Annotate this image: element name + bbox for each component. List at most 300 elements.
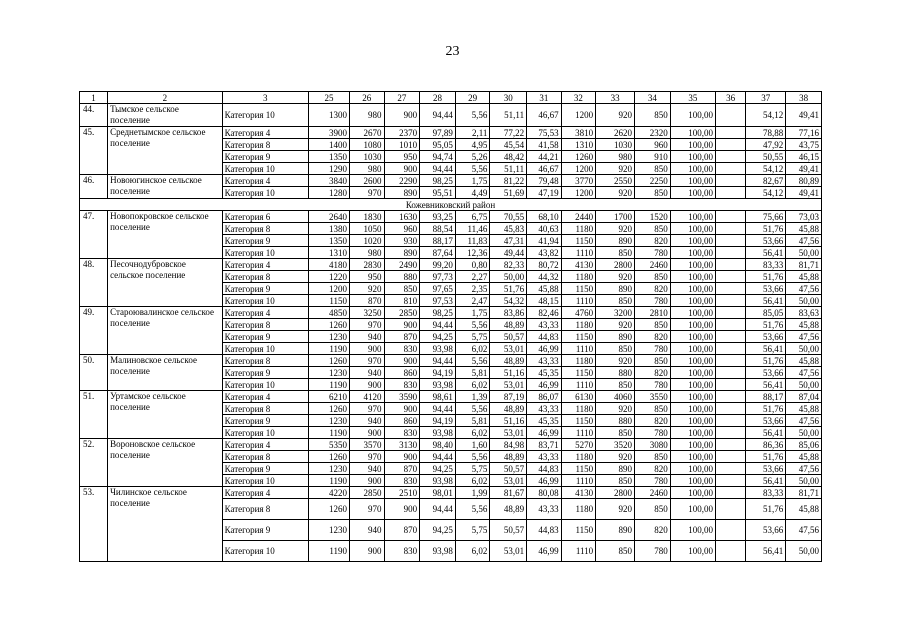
value-cell: 87,64 (420, 247, 456, 259)
value-cell: 5,81 (455, 367, 490, 379)
value-cell (716, 295, 746, 307)
settlement-name: Тымское сельское поселение (108, 104, 222, 127)
value-cell: 5,56 (455, 451, 490, 463)
value-cell: 44,83 (527, 331, 562, 343)
value-cell (716, 259, 746, 271)
value-cell: 98,25 (420, 175, 456, 187)
value-cell: 45,88 (786, 403, 822, 415)
value-cell: 49,41 (786, 163, 822, 175)
value-cell: 1080 (349, 139, 384, 151)
value-cell: 100,00 (670, 175, 715, 187)
value-cell: 950 (349, 271, 384, 283)
value-cell: 46,99 (527, 475, 562, 487)
category-cell: Категория 8 (222, 451, 308, 463)
value-cell: 53,01 (490, 343, 527, 355)
value-cell: 100,00 (670, 319, 715, 331)
value-cell: 1180 (561, 319, 596, 331)
value-cell: 2320 (635, 127, 671, 139)
value-cell: 86,07 (527, 391, 562, 403)
column-header: 37 (746, 92, 786, 104)
column-header: 25 (308, 92, 349, 104)
value-cell: 11,46 (455, 223, 490, 235)
value-cell: 50,00 (490, 271, 527, 283)
value-cell: 82,67 (746, 175, 786, 187)
category-cell: Категория 10 (222, 163, 308, 175)
value-cell: 1,75 (455, 307, 490, 319)
value-cell: 94,44 (420, 355, 456, 367)
value-cell: 1,75 (455, 175, 490, 187)
value-cell: 920 (596, 355, 635, 367)
value-cell: 2,11 (455, 127, 490, 139)
value-cell: 3080 (635, 439, 671, 451)
value-cell: 850 (635, 319, 671, 331)
value-cell: 53,66 (746, 463, 786, 475)
value-cell: 820 (635, 331, 671, 343)
value-cell: 46,99 (527, 379, 562, 391)
settlement-number: 46. (80, 175, 108, 199)
value-cell: 920 (596, 187, 635, 199)
value-cell: 5,56 (455, 499, 490, 520)
value-cell: 50,55 (746, 151, 786, 163)
value-cell: 100,00 (670, 331, 715, 343)
value-cell: 46,15 (786, 151, 822, 163)
value-cell: 1150 (561, 415, 596, 427)
value-cell: 5,75 (455, 520, 490, 541)
value-cell: 1110 (561, 379, 596, 391)
value-cell: 43,33 (527, 355, 562, 367)
value-cell: 860 (384, 415, 420, 427)
value-cell: 100,00 (670, 439, 715, 451)
value-cell: 94,74 (420, 151, 456, 163)
value-cell: 850 (384, 283, 420, 295)
value-cell: 100,00 (670, 127, 715, 139)
value-cell: 48,89 (490, 355, 527, 367)
value-cell: 830 (384, 379, 420, 391)
value-cell: 820 (635, 463, 671, 475)
settlement-name: Среднетымское сельское поселение (108, 127, 222, 175)
value-cell: 100,00 (670, 403, 715, 415)
value-cell: 4120 (349, 391, 384, 403)
value-cell: 6210 (308, 391, 349, 403)
value-cell: 100,00 (670, 283, 715, 295)
category-cell: Категория 10 (222, 247, 308, 259)
column-header: 28 (420, 92, 456, 104)
value-cell: 73,03 (786, 211, 822, 223)
column-header: 30 (490, 92, 527, 104)
table-row (80, 439, 822, 451)
value-cell: 6,02 (455, 541, 490, 562)
value-cell: 850 (635, 271, 671, 283)
value-cell: 1050 (349, 223, 384, 235)
category-cell: Категория 8 (222, 271, 308, 283)
value-cell: 97,53 (420, 295, 456, 307)
value-cell: 2620 (596, 127, 635, 139)
value-cell: 51,11 (490, 163, 527, 175)
value-cell (716, 475, 746, 487)
value-cell: 100,00 (670, 223, 715, 235)
value-cell: 41,58 (527, 139, 562, 151)
value-cell: 94,19 (420, 367, 456, 379)
value-cell: 11,83 (455, 235, 490, 247)
value-cell: 43,75 (786, 139, 822, 151)
value-cell: 870 (349, 295, 384, 307)
value-cell: 1520 (635, 211, 671, 223)
value-cell: 1190 (308, 343, 349, 355)
table-row (80, 211, 822, 223)
value-cell: 850 (635, 223, 671, 235)
value-cell: 3520 (596, 439, 635, 451)
value-cell: 5,56 (455, 104, 490, 127)
value-cell: 84,98 (490, 439, 527, 451)
table-row (80, 355, 822, 367)
category-cell: Категория 10 (222, 104, 308, 127)
value-cell: 2800 (596, 259, 635, 271)
value-cell: 45,35 (527, 367, 562, 379)
value-cell (716, 104, 746, 127)
value-cell (716, 343, 746, 355)
value-cell: 97,89 (420, 127, 456, 139)
value-cell: 5,56 (455, 319, 490, 331)
settlement-name: Новоюгинское сельское поселение (108, 175, 222, 199)
value-cell: 100,00 (670, 139, 715, 151)
value-cell: 95,51 (420, 187, 456, 199)
value-cell: 80,08 (527, 487, 562, 499)
value-cell: 88,17 (746, 391, 786, 403)
value-cell: 47,56 (786, 331, 822, 343)
value-cell: 5,81 (455, 415, 490, 427)
value-cell: 980 (596, 151, 635, 163)
category-cell: Категория 10 (222, 475, 308, 487)
value-cell: 2250 (635, 175, 671, 187)
value-cell: 1190 (308, 475, 349, 487)
column-header: 29 (455, 92, 490, 104)
column-header: 32 (561, 92, 596, 104)
value-cell: 51,76 (746, 403, 786, 415)
value-cell: 2510 (384, 487, 420, 499)
value-cell: 45,88 (786, 319, 822, 331)
value-cell: 48,89 (490, 451, 527, 463)
district-name: Кожевниковский район (80, 199, 822, 211)
settlement-number: 47. (80, 211, 108, 259)
value-cell: 44,21 (527, 151, 562, 163)
value-cell: 81,67 (490, 487, 527, 499)
value-cell: 2640 (308, 211, 349, 223)
value-cell: 4130 (561, 259, 596, 271)
value-cell (716, 355, 746, 367)
value-cell: 100,00 (670, 151, 715, 163)
value-cell: 940 (349, 415, 384, 427)
value-cell: 46,99 (527, 541, 562, 562)
value-cell: 820 (635, 283, 671, 295)
value-cell: 100,00 (670, 499, 715, 520)
value-cell: 56,41 (746, 427, 786, 439)
value-cell: 870 (384, 331, 420, 343)
category-cell: Категория 9 (222, 415, 308, 427)
category-cell: Категория 4 (222, 439, 308, 451)
value-cell: 1180 (561, 451, 596, 463)
value-cell: 98,61 (420, 391, 456, 403)
value-cell: 2440 (561, 211, 596, 223)
value-cell: 900 (384, 319, 420, 331)
value-cell: 81,71 (786, 487, 822, 499)
value-cell: 48,15 (527, 295, 562, 307)
value-cell: 47,92 (746, 139, 786, 151)
value-cell: 50,00 (786, 343, 822, 355)
category-cell: Категория 9 (222, 235, 308, 247)
value-cell: 890 (596, 331, 635, 343)
value-cell: 1830 (349, 211, 384, 223)
value-cell: 5,56 (455, 355, 490, 367)
value-cell: 820 (635, 415, 671, 427)
category-cell: Категория 9 (222, 331, 308, 343)
value-cell: 51,76 (746, 451, 786, 463)
value-cell: 960 (384, 223, 420, 235)
value-cell: 53,66 (746, 235, 786, 247)
value-cell: 86,36 (746, 439, 786, 451)
value-cell: 56,41 (746, 295, 786, 307)
value-cell: 2290 (384, 175, 420, 187)
value-cell: 94,19 (420, 415, 456, 427)
value-cell: 920 (349, 283, 384, 295)
value-cell: 3810 (561, 127, 596, 139)
value-cell: 93,25 (420, 211, 456, 223)
value-cell: 900 (384, 403, 420, 415)
settlement-number: 44. (80, 104, 108, 127)
value-cell: 51,69 (490, 187, 527, 199)
column-header: 2 (108, 92, 222, 104)
category-cell: Категория 9 (222, 367, 308, 379)
value-cell: 1700 (596, 211, 635, 223)
value-cell: 890 (384, 247, 420, 259)
value-cell: 93,98 (420, 343, 456, 355)
category-cell: Категория 9 (222, 151, 308, 163)
value-cell: 850 (596, 343, 635, 355)
category-cell: Категория 9 (222, 520, 308, 541)
value-cell: 1150 (561, 520, 596, 541)
value-cell: 50,57 (490, 331, 527, 343)
category-cell: Категория 6 (222, 211, 308, 223)
value-cell: 48,89 (490, 499, 527, 520)
value-cell: 860 (384, 367, 420, 379)
value-cell: 1190 (308, 427, 349, 439)
table-row (80, 487, 822, 499)
value-cell: 95,05 (420, 139, 456, 151)
value-cell: 890 (384, 187, 420, 199)
category-cell: Категория 10 (222, 187, 308, 199)
value-cell (716, 463, 746, 475)
page-number: 23 (445, 44, 460, 59)
settlement-name: Малиновское сельское поселение (108, 355, 222, 391)
value-cell (716, 391, 746, 403)
value-cell: 960 (635, 139, 671, 151)
value-cell: 900 (384, 355, 420, 367)
value-cell (716, 175, 746, 187)
value-cell: 99,20 (420, 259, 456, 271)
value-cell: 2460 (635, 259, 671, 271)
category-cell: Категория 10 (222, 343, 308, 355)
value-cell: 870 (384, 520, 420, 541)
value-cell: 47,56 (786, 283, 822, 295)
value-cell: 43,33 (527, 319, 562, 331)
value-cell: 1230 (308, 367, 349, 379)
value-cell: 51,76 (746, 223, 786, 235)
value-cell: 4760 (561, 307, 596, 319)
value-cell (716, 439, 746, 451)
value-cell: 88,54 (420, 223, 456, 235)
value-cell: 900 (384, 163, 420, 175)
value-cell: 900 (349, 343, 384, 355)
value-cell: 930 (384, 235, 420, 247)
column-header: 38 (786, 92, 822, 104)
table-row (80, 127, 822, 139)
header-row (80, 92, 822, 104)
value-cell: 900 (349, 427, 384, 439)
value-cell: 56,41 (746, 343, 786, 355)
value-cell: 100,00 (670, 379, 715, 391)
value-cell: 56,41 (746, 541, 786, 562)
value-cell: 70,55 (490, 211, 527, 223)
value-cell: 890 (596, 235, 635, 247)
value-cell: 100,00 (670, 187, 715, 199)
value-cell: 940 (349, 331, 384, 343)
value-cell: 780 (635, 247, 671, 259)
value-cell (716, 283, 746, 295)
value-cell: 1380 (308, 223, 349, 235)
value-cell: 93,98 (420, 379, 456, 391)
value-cell: 54,32 (490, 295, 527, 307)
value-cell: 2800 (596, 487, 635, 499)
value-cell: 5,56 (455, 403, 490, 415)
settlement-name: Вороновское сельское поселение (108, 439, 222, 487)
value-cell: 1150 (561, 463, 596, 475)
value-cell (716, 379, 746, 391)
value-cell (716, 367, 746, 379)
value-cell: 920 (596, 403, 635, 415)
value-cell: 50,00 (786, 295, 822, 307)
value-cell: 50,57 (490, 520, 527, 541)
category-cell: Категория 4 (222, 307, 308, 319)
value-cell: 780 (635, 295, 671, 307)
value-cell: 85,05 (746, 307, 786, 319)
value-cell: 1010 (384, 139, 420, 151)
value-cell: 81,71 (786, 259, 822, 271)
value-cell: 900 (349, 475, 384, 487)
value-cell: 43,33 (527, 451, 562, 463)
value-cell: 2370 (384, 127, 420, 139)
category-cell: Категория 4 (222, 175, 308, 187)
settlement-name: Чилинское сельское поселение (108, 487, 222, 562)
value-cell: 3550 (635, 391, 671, 403)
value-cell: 850 (596, 379, 635, 391)
value-cell: 98,01 (420, 487, 456, 499)
value-cell: 920 (596, 104, 635, 127)
value-cell: 820 (635, 367, 671, 379)
value-cell: 100,00 (670, 355, 715, 367)
value-cell: 970 (349, 319, 384, 331)
value-cell: 6,02 (455, 343, 490, 355)
value-cell: 2850 (349, 487, 384, 499)
value-cell: 890 (596, 463, 635, 475)
value-cell: 50,00 (786, 379, 822, 391)
value-cell: 80,89 (786, 175, 822, 187)
value-cell: 41,94 (527, 235, 562, 247)
value-cell: 920 (596, 451, 635, 463)
value-cell: 75,66 (746, 211, 786, 223)
value-cell: 5270 (561, 439, 596, 451)
value-cell (716, 451, 746, 463)
value-cell: 100,00 (670, 343, 715, 355)
value-cell: 94,44 (420, 163, 456, 175)
value-cell: 850 (596, 247, 635, 259)
value-cell: 77,16 (786, 127, 822, 139)
value-cell: 56,41 (746, 247, 786, 259)
value-cell: 890 (596, 283, 635, 295)
value-cell: 88,17 (420, 235, 456, 247)
value-cell: 980 (349, 163, 384, 175)
value-cell: 94,25 (420, 331, 456, 343)
value-cell: 50,00 (786, 427, 822, 439)
value-cell: 3130 (384, 439, 420, 451)
value-cell: 44,32 (527, 271, 562, 283)
value-cell: 4180 (308, 259, 349, 271)
value-cell: 1310 (308, 247, 349, 259)
value-cell: 5,75 (455, 331, 490, 343)
value-cell: 850 (635, 403, 671, 415)
category-cell: Категория 4 (222, 487, 308, 499)
value-cell: 51,11 (490, 104, 527, 127)
value-cell: 1400 (308, 139, 349, 151)
value-cell: 3570 (349, 439, 384, 451)
column-header: 34 (635, 92, 671, 104)
value-cell: 830 (384, 343, 420, 355)
value-cell: 1150 (561, 235, 596, 247)
value-cell: 100,00 (670, 487, 715, 499)
value-cell: 1260 (308, 451, 349, 463)
column-header: 3 (222, 92, 308, 104)
value-cell: 1350 (308, 235, 349, 247)
value-cell: 1020 (349, 235, 384, 247)
value-cell: 93,98 (420, 541, 456, 562)
value-cell: 1030 (349, 151, 384, 163)
value-cell (716, 235, 746, 247)
table-row (80, 307, 822, 319)
value-cell (716, 271, 746, 283)
value-cell: 6,02 (455, 379, 490, 391)
value-cell: 2670 (349, 127, 384, 139)
value-cell: 1200 (561, 104, 596, 127)
value-cell: 50,57 (490, 463, 527, 475)
value-cell: 900 (384, 451, 420, 463)
value-cell: 940 (349, 367, 384, 379)
value-cell: 1110 (561, 295, 596, 307)
value-cell: 6130 (561, 391, 596, 403)
value-cell: 920 (596, 271, 635, 283)
value-cell: 950 (384, 151, 420, 163)
value-cell: 94,25 (420, 520, 456, 541)
value-cell: 1230 (308, 520, 349, 541)
category-cell: Категория 8 (222, 139, 308, 151)
value-cell: 48,42 (490, 151, 527, 163)
value-cell: 53,66 (746, 520, 786, 541)
value-cell: 1200 (308, 283, 349, 295)
value-cell: 970 (349, 499, 384, 520)
value-cell: 970 (349, 451, 384, 463)
table-row (80, 259, 822, 271)
value-cell: 1150 (561, 283, 596, 295)
value-cell: 47,56 (786, 367, 822, 379)
value-cell: 83,33 (746, 259, 786, 271)
value-cell: 1110 (561, 247, 596, 259)
